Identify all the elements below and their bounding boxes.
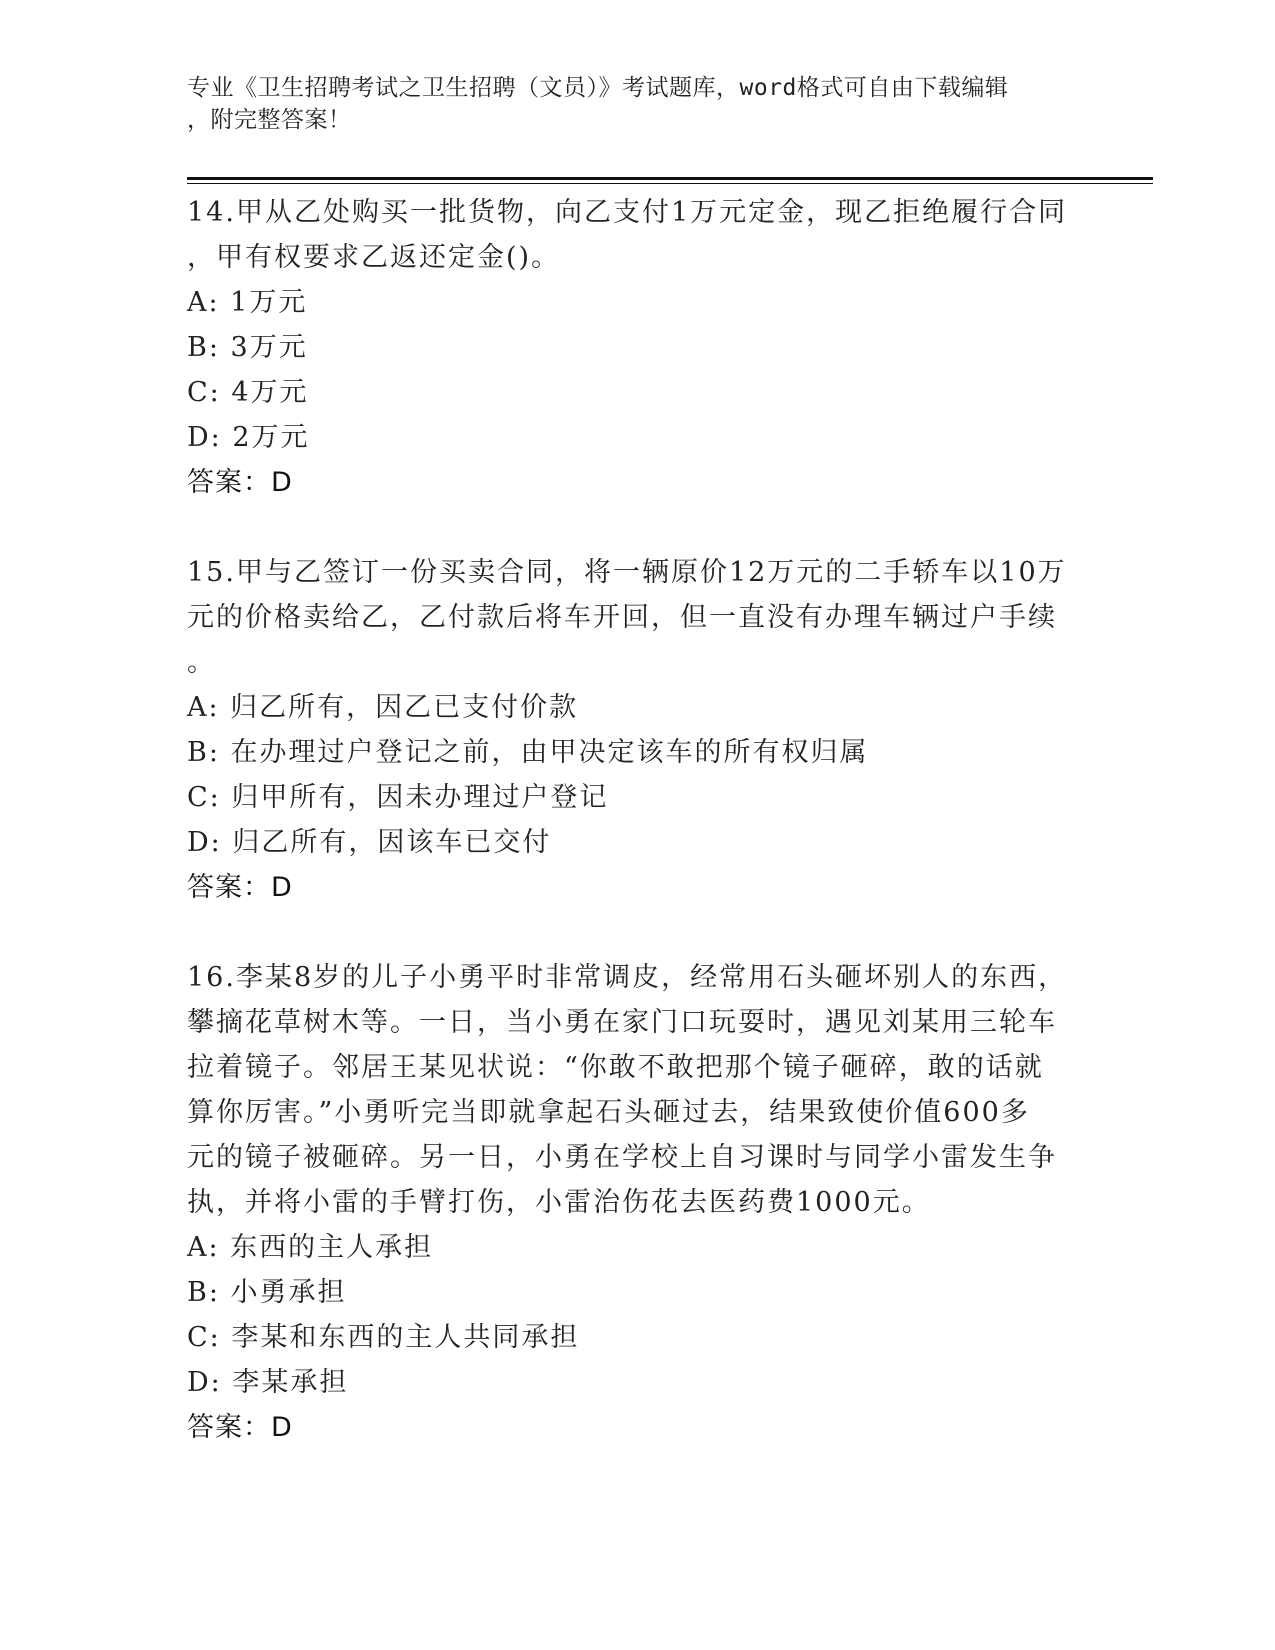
question-text-line: 14.甲从乙处购买一批货物，向乙支付1万元定金，现乙拒绝履行合同 bbox=[187, 197, 1068, 228]
document-header bbox=[187, 72, 1067, 136]
question-text-line: 元的价格卖给乙，乙付款后将车开回，但一直没有办理车辆过户手续 bbox=[187, 602, 1057, 633]
question-15 bbox=[187, 550, 1077, 910]
answer: 答案：D bbox=[187, 1412, 293, 1443]
option-b: B: 小勇承担 bbox=[187, 1277, 347, 1308]
header-divider-thin bbox=[187, 183, 1153, 184]
question-spacer bbox=[187, 910, 1077, 955]
option-b: B: 3万元 bbox=[187, 332, 308, 363]
answer: 答案：D bbox=[187, 872, 293, 903]
option-c: C: 李某和东西的主人共同承担 bbox=[187, 1322, 580, 1353]
header-line-1: 专业《卫生招聘考试之卫生招聘（文员）》考试题库，word格式可自由下载编辑 bbox=[187, 75, 1009, 101]
option-a: A: 归乙所有，因乙已支付价款 bbox=[187, 692, 579, 723]
option-c: C: 4万元 bbox=[187, 377, 309, 408]
option-a: A: 1万元 bbox=[187, 287, 308, 318]
question-spacer bbox=[187, 505, 1077, 550]
header-divider-thick bbox=[187, 177, 1153, 180]
question-text-line: 元的镜子被砸碎。另一日，小勇在学校上自习课时与同学小雷发生争 bbox=[187, 1142, 1057, 1173]
question-16 bbox=[187, 955, 1077, 1450]
answer: 答案：D bbox=[187, 467, 293, 498]
option-d: D: 2万元 bbox=[187, 422, 310, 453]
question-text-line: 拉着镜子。邻居王某见状说：“你敢不敢把那个镜子砸碎，敢的话就 bbox=[187, 1052, 1044, 1083]
question-text-line: 执，并将小雷的手臂打伤，小雷治伤花去医药费1000元。 bbox=[187, 1187, 931, 1218]
header-line-2: ，附完整答案！ bbox=[187, 107, 352, 133]
question-list bbox=[187, 190, 1077, 1450]
question-text-line: 16.李某8岁的儿子小勇平时非常调皮，经常用石头砸坏别人的东西， bbox=[187, 962, 1068, 993]
option-d: D: 归乙所有，因该车已交付 bbox=[187, 827, 552, 858]
question-14 bbox=[187, 190, 1077, 505]
question-text-line: 攀摘花草树木等。一日，当小勇在家门口玩耍时，遇见刘某用三轮车 bbox=[187, 1007, 1057, 1038]
question-text-line: 算你厉害。”小勇听完当即就拿起石头砸过去，结果致使价值600多 bbox=[187, 1097, 1030, 1128]
question-text-line: ，甲有权要求乙返还定金()。 bbox=[187, 242, 561, 273]
option-c: C: 归甲所有，因未办理过户登记 bbox=[187, 782, 609, 813]
option-d: D: 李某承担 bbox=[187, 1367, 349, 1398]
question-text-line: 15.甲与乙签订一份买卖合同，将一辆原价12万元的二手轿车以10万 bbox=[187, 557, 1067, 588]
option-b: B: 在办理过户登记之前，由甲决定该车的所有权归属 bbox=[187, 737, 869, 768]
option-a: A: 东西的主人承担 bbox=[187, 1232, 434, 1263]
question-text-line: 。 bbox=[187, 647, 216, 678]
